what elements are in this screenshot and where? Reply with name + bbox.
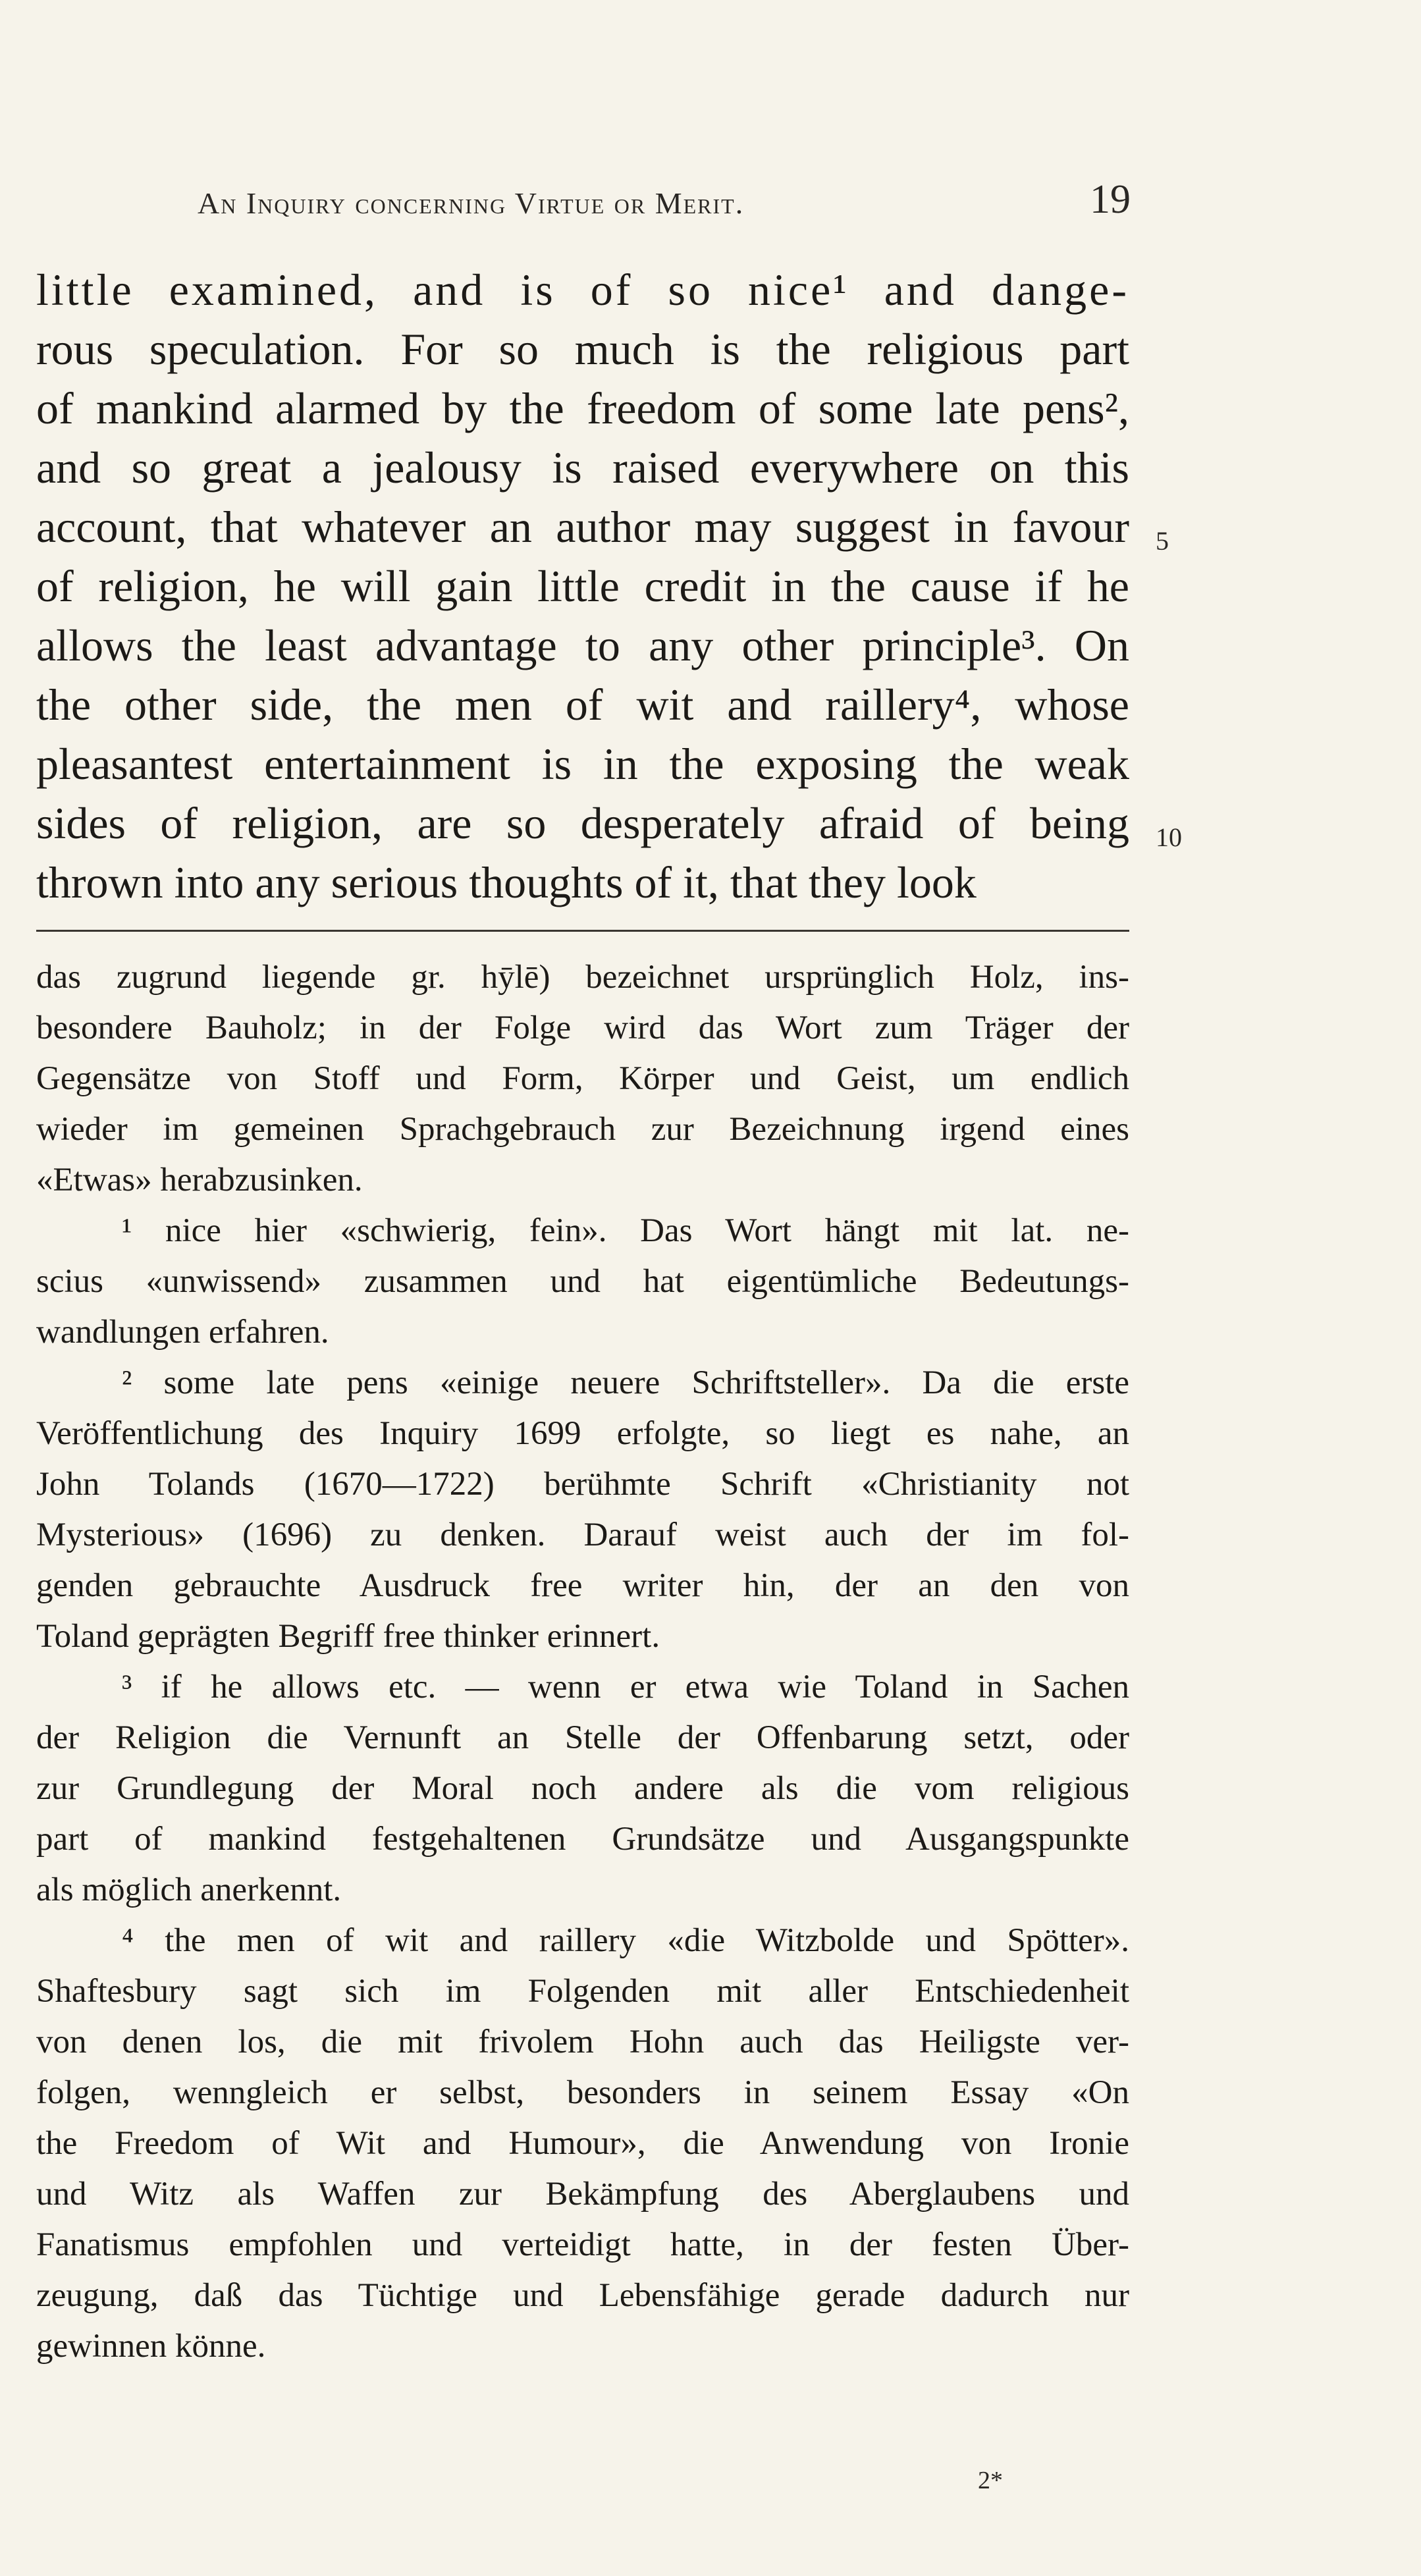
main-text-block — [36, 260, 1129, 912]
main-text-line: allows the least advantage to any other principle³. On — [36, 620, 1129, 670]
footnote-divider — [36, 930, 1129, 932]
main-text-line: thrown into any serious thoughts of it, that they look — [36, 857, 977, 907]
main-text-line: and so great a jealousy is raised everywhere on this — [36, 443, 1129, 493]
footnote-line: part of mankind festgehaltenen Grundsätze und Ausgangspunkte — [36, 1821, 1129, 1858]
footnote-line: ¹ nice hier «schwierig, fein». Das Wort hängt mit lat. ne- — [122, 1212, 1129, 1249]
footnote-line: scius «unwissend» zusammen und hat eigentümliche Bedeutungs- — [36, 1263, 1129, 1300]
footnote-line: Shaftesbury sagt sich im Folgenden mit aller Entschiedenheit — [36, 1973, 1129, 2010]
footnote-line: ³ if he allows etc. — wenn er etwa wie Toland in Sachen — [122, 1669, 1129, 1705]
line-number-marker: 10 — [1156, 822, 1182, 852]
footnotes-block — [36, 952, 1129, 2372]
footnote-line: gewinnen könne. — [36, 2328, 266, 2365]
footnote-line: zeugung, daß das Tüchtige und Lebensfähige gerade dadurch nur — [36, 2277, 1129, 2314]
main-text-line: of mankind alarmed by the freedom of some late pens², — [36, 383, 1129, 433]
page-number: 19 — [1090, 177, 1131, 222]
footnote-line: Veröffentlichung des Inquiry 1699 erfolgte, so liegt es nahe, an — [36, 1415, 1129, 1452]
signature-mark: 2* — [978, 2467, 1003, 2494]
footnote-line: wandlungen erfahren. — [36, 1314, 329, 1351]
footnote-line: ⁴ the men of wit and raillery «die Witzbolde und Spötter». — [122, 1922, 1129, 1959]
footnote-line: folgen, wenngleich er selbst, besonders in seinem Essay «On — [36, 2074, 1129, 2111]
footnote-line: von denen los, die mit frivolem Hohn auch das Heiligste ver- — [36, 2024, 1129, 2060]
footnote-line: das zugrund liegende gr. hȳlē) bezeichnet ursprünglich Holz, ins- — [36, 959, 1129, 996]
footnote-line: Gegensätze von Stoff und Form, Körper und Geist, um endlich — [36, 1060, 1129, 1097]
footnote-line: zur Grundlegung der Moral noch andere als die vom religious — [36, 1770, 1129, 1807]
footnote-line: the Freedom of Wit and Humour», die Anwendung von Ironie — [36, 2125, 1129, 2162]
footnote-line: ² some late pens «einige neuere Schriftsteller». Da die erste — [122, 1364, 1129, 1401]
main-text-line: of religion, he will gain little credit in the cause if he — [36, 561, 1129, 611]
main-text-line: account, that whatever an author may suggest in favour — [36, 502, 1129, 552]
footnote-line: der Religion die Vernunft an Stelle der Offenbarung setzt, oder — [36, 1719, 1129, 1756]
line-number-marker: 5 — [1156, 526, 1169, 556]
footnote-line: John Tolands (1670—1722) berühmte Schrift «Christianity not — [36, 1466, 1129, 1503]
running-title: An Inquiry concerning Virtue or Merit. — [198, 186, 745, 220]
main-text-line: rous speculation. For so much is the religious part — [36, 324, 1129, 374]
footnote-line: besondere Bauholz; in der Folge wird das Wort zum Träger der — [36, 1009, 1129, 1046]
footnote-line: wieder im gemeinen Sprachgebrauch zur Bezeichnung irgend eines — [36, 1111, 1129, 1148]
footnote-line: Toland geprägten Begriff free thinker erinnert. — [36, 1618, 660, 1655]
footnote-line: genden gebrauchte Ausdruck free writer hin, der an den von — [36, 1567, 1129, 1604]
footnote-line: Fanatismus empfohlen und verteidigt hatte, in der festen Über- — [36, 2226, 1129, 2263]
main-text-line: the other side, the men of wit and raillery⁴, whose — [36, 680, 1129, 730]
footnote-line: Mysterious» (1696) zu denken. Darauf weist auch der im fol- — [36, 1516, 1129, 1553]
footnote-line: und Witz als Waffen zur Bekämpfung des Aberglaubens und — [36, 2176, 1129, 2213]
main-text-line: little examined, and is of so nice¹ and dange- — [36, 265, 1129, 315]
main-text-line: pleasantest entertainment is in the exposing the weak — [36, 739, 1129, 789]
footnote-line: «Etwas» herabzusinken. — [36, 1162, 363, 1198]
footnote-line: als möglich anerkennt. — [36, 1871, 342, 1908]
main-text-line: sides of religion, are so desperately afraid of being — [36, 798, 1129, 848]
